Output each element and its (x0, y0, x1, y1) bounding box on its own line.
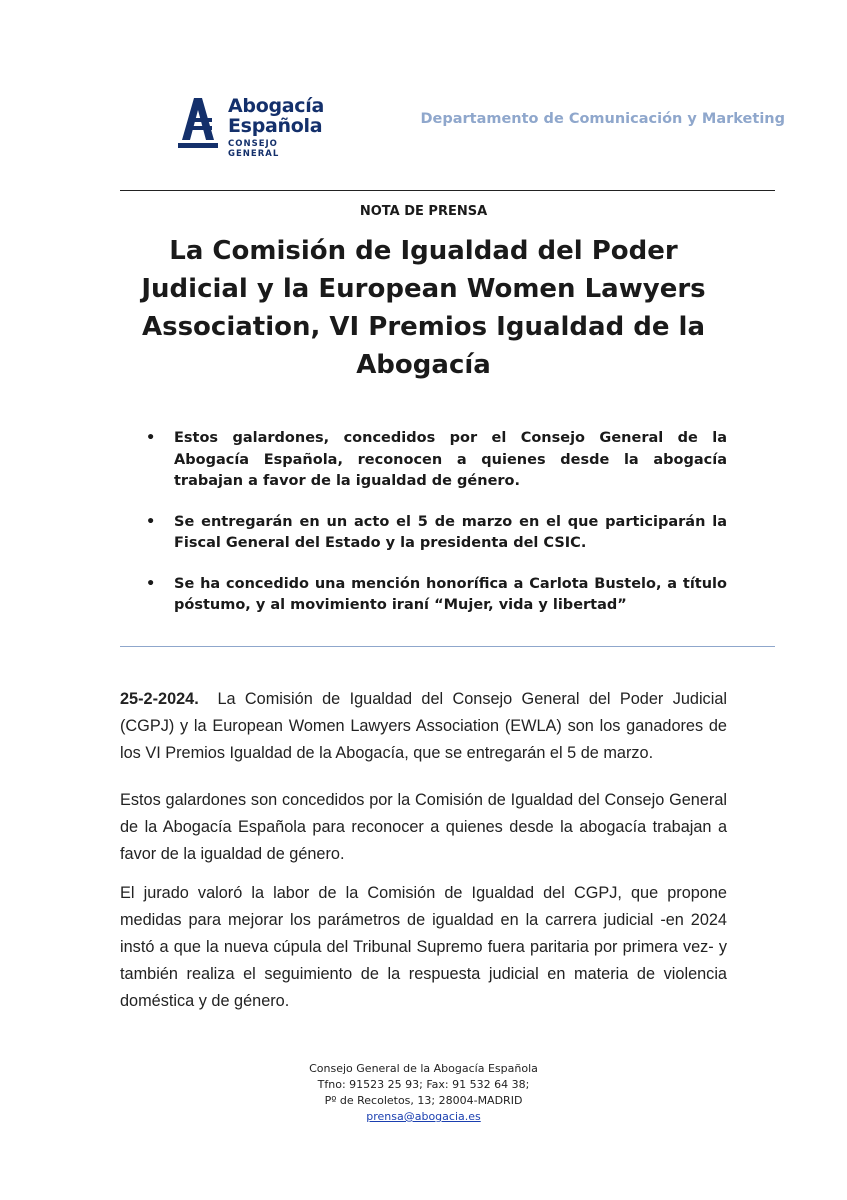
bullet-text: Se entregarán en un acto el 5 de marzo en el que participarán la Fiscal General del Estado y la presidenta del CSIC. (174, 513, 727, 551)
logo-line-2: Española (228, 115, 323, 137)
bullet-icon: • (146, 430, 156, 446)
bullet-icon: • (146, 513, 156, 530)
article-body (120, 686, 727, 1031)
footer (0, 1061, 847, 1125)
bullet-item (142, 428, 727, 493)
logo-line-3: CONSEJO GENERAL (228, 139, 280, 159)
paragraph-1 (120, 686, 727, 767)
logo (178, 95, 328, 159)
bullet-icon: • (146, 575, 156, 592)
page-title: La Comisión de Igualdad del Poder Judicial y la European Women Lawyers Association, VI Premios Igualdad de la Abogacía (141, 236, 706, 380)
abogacia-logo-icon (178, 96, 218, 150)
paragraph-3: El jurado valoró la labor de la Comisión de Igualdad del CGPJ, que propone medidas para mejorar los parámetros de igualdad en la carrera judicial -en 2024 instó a que la nueva cúpula del Tribunal Supremo fuera paritaria por primera vez- y también realiza el seguimiento de la respuesta judicial en materia de violencia doméstica y de género. (120, 884, 727, 1010)
section-divider (120, 646, 775, 647)
department-label: Departamento de Comunicación y Marketing (420, 111, 785, 127)
top-divider (120, 190, 775, 191)
bullet-text: Se ha concedido una mención honorífica a Carlota Bustelo, a título póstumo, y al movimiento iraní “Mujer, vida y libertad” (174, 575, 727, 613)
logo-wordmark (228, 96, 328, 159)
footer-address: Pº de Recoletos, 13; 28004-MADRID (324, 1094, 523, 1107)
bullet-item (142, 574, 727, 617)
bullet-item (142, 512, 727, 555)
logo-line-1: Abogacía (228, 95, 324, 117)
paragraph-2: Estos galardones son concedidos por la Comisión de Igualdad del Consejo General de la Abogacía Española para reconocer a quienes desde la abogacía trabajan a favor de la igualdad de género. (120, 791, 727, 863)
bullet-text: Estos galardones, concedidos por el Consejo General de la Abogacía Española, reconocen a quienes desde la abogacía trabajan a favor de la igualdad de género. (174, 430, 727, 489)
paragraph-1-text: La Comisión de Igualdad del Consejo General del Poder Judicial (CGPJ) y la European Women Lawyers Association (EWLA) son los ganadores de los VI Premios Igualdad de la Abogacía, que se entregarán el 5 de marzo. (120, 690, 727, 762)
press-release-kicker (0, 204, 847, 219)
footer-phones: Tfno: 91523 25 93; Fax: 91 532 64 38; (317, 1078, 530, 1091)
dateline: 25-2-2024. (120, 690, 199, 708)
kicker-text: NOTA DE PRENSA (359, 204, 488, 219)
footer-email-link[interactable]: prensa@abogacia.es (366, 1110, 481, 1123)
footer-org: Consejo General de la Abogacía Española (309, 1062, 538, 1075)
summary-bullets (142, 428, 727, 636)
